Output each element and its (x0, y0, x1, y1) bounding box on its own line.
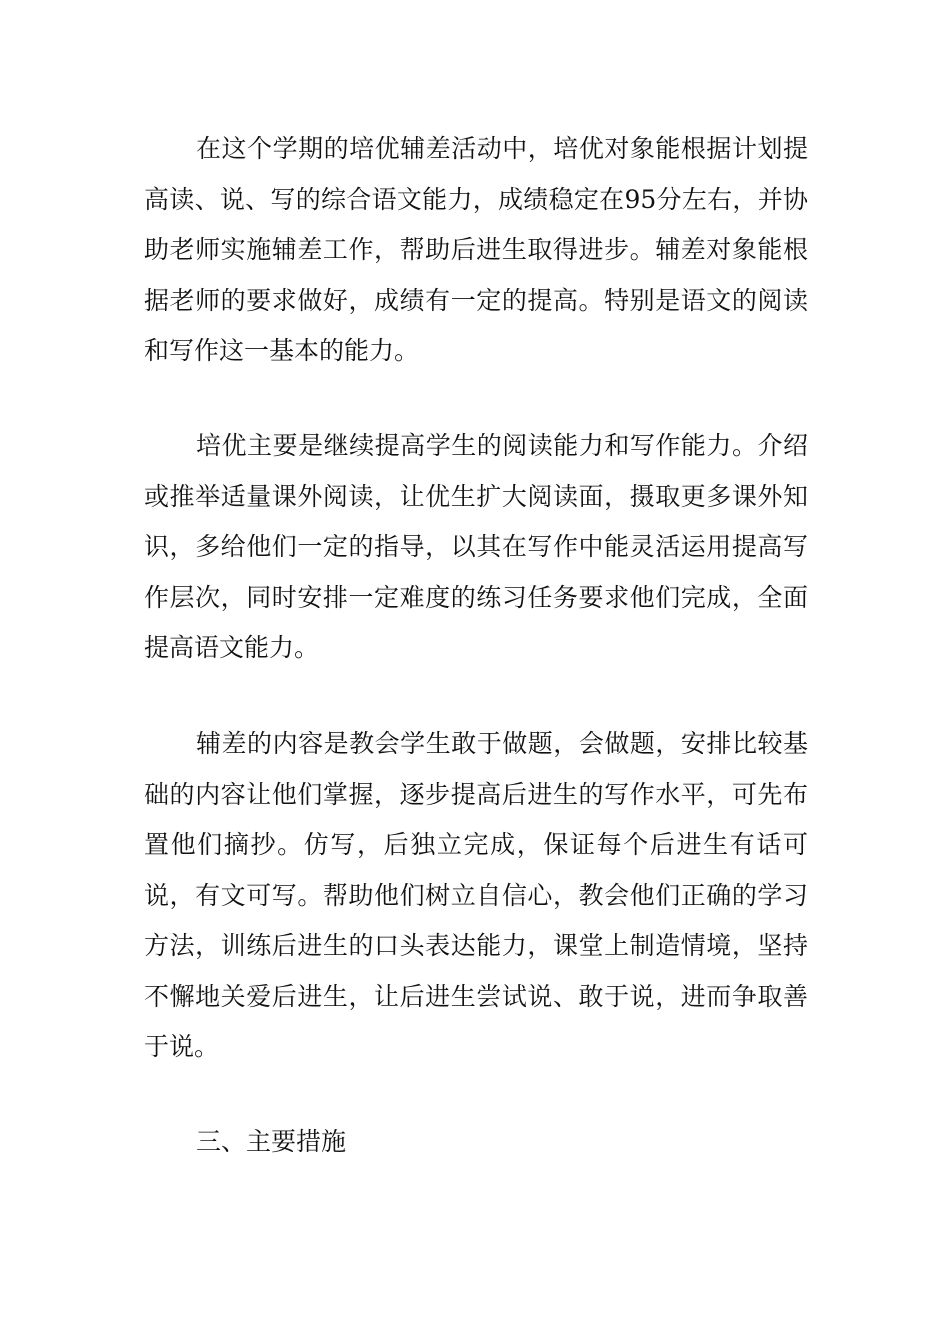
paragraph-advanced-students (144, 421, 808, 674)
paragraph-struggling-students (144, 719, 808, 1073)
paragraph-text: 在这个学期的培优辅差活动中，培优对象能根据计划提高读、说、写的综合语文能力，成绩稳定在95分左右，并协助老师实施辅差工作，帮助后进生取得进步。辅差对象能根据老师的要求做好，成绩有一定的提高。特别是语文的阅读和写作这一基本的能力。 (144, 134, 808, 365)
section-heading-block (144, 1117, 808, 1168)
paragraph-achievements (144, 124, 808, 377)
paragraph-text: 辅差的内容是教会学生敢于做题，会做题，安排比较基础的内容让他们掌握，逐步提高后进生的写作水平，可先布置他们摘抄。仿写，后独立完成，保证每个后进生有话可说，有文可写。帮助他们树立自信心，教会他们正确的学习方法，训练后进生的口头表达能力，课堂上制造情境，坚持不懈地关爱后进生，让后进生尝试说、敢于说，进而争取善于说。 (144, 729, 808, 1061)
section-heading: 三、主要措施 (196, 1127, 347, 1156)
paragraph-text: 培优主要是继续提高学生的阅读能力和写作能力。介绍或推举适量课外阅读，让优生扩大阅读面，摄取更多课外知识，多给他们一定的指导，以其在写作中能灵活运用提高写作层次，同时安排一定难度的练习任务要求他们完成，全面提高语文能力。 (144, 431, 808, 662)
